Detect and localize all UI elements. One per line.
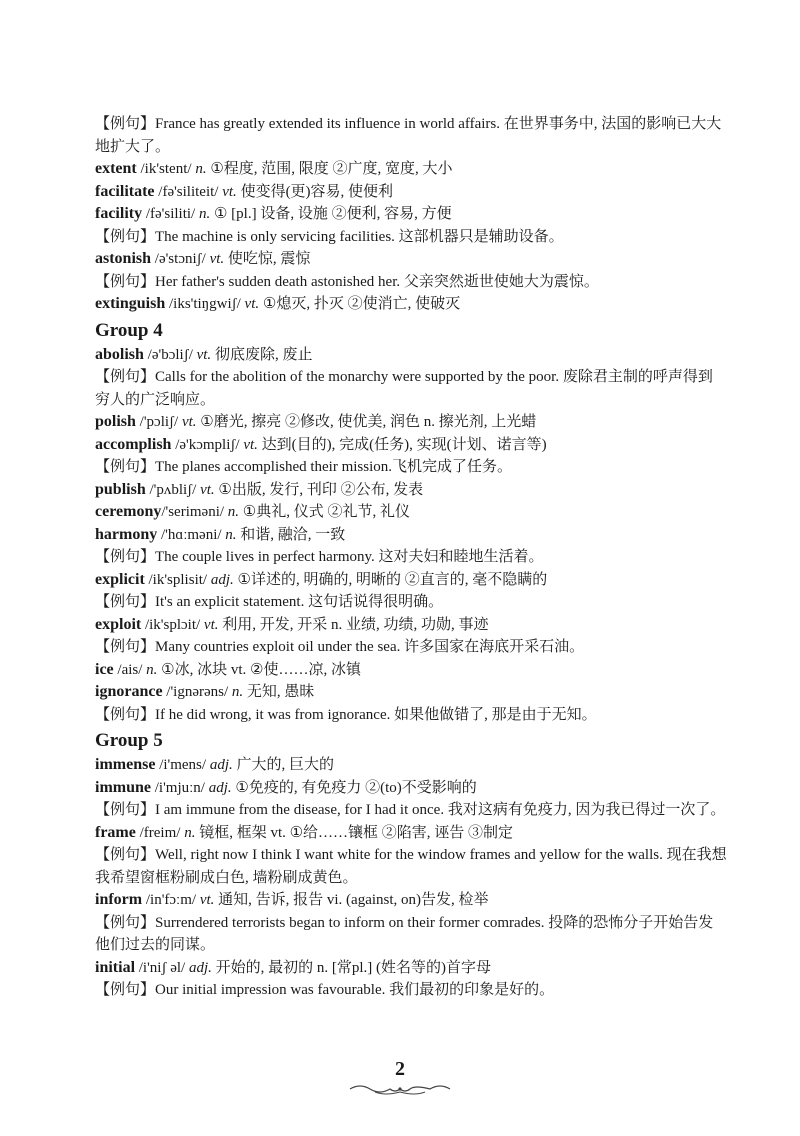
group-heading: Group 4: [95, 319, 163, 341]
entry-phonetic: /ik'splɔit/: [141, 616, 204, 633]
entry-phonetic: /ə'bɔliʃ/: [143, 346, 197, 363]
entry-phonetic: /ə'kɔmpliʃ/: [171, 436, 244, 453]
vocab-entry: [95, 479, 727, 502]
vocab-entry: [95, 434, 727, 457]
entry-definition: 广大的, 巨大的: [232, 757, 334, 773]
example-sentence: 【例句】France has greatly extended its influence in world affairs. 在世界事务中, 法国的影响已大大地扩大了。: [95, 116, 722, 155]
entry-part-of-speech: n.: [227, 504, 240, 520]
entry-phonetic: /in'fɔːm/: [142, 892, 200, 908]
vocab-entry: [95, 889, 727, 912]
vocab-entry: [95, 501, 727, 524]
entry-part-of-speech: adj.: [208, 779, 232, 796]
example-sentence: 【例句】Her father's sudden death astonished her. 父亲突然逝世使她大为震惊。: [95, 273, 599, 290]
vocab-entry: [95, 344, 727, 367]
entry-word: inform: [95, 891, 143, 908]
vocab-entry: [95, 158, 727, 181]
entry-word: frame: [95, 823, 136, 841]
entry-definition: 镜框, 框架 vt. ①给……镶框 ②陷害, 诬告 ③制定: [195, 824, 514, 841]
entry-word: facility: [95, 205, 143, 222]
dictionary-page: [95, 113, 727, 1002]
entry-definition: 彻底废除, 废止: [211, 346, 313, 363]
entry-definition: ①详述的, 明确的, 明晰的 ②直言的, 毫不隐瞒的: [233, 571, 548, 588]
entry-phonetic: /i'mjuːn/: [151, 779, 209, 796]
vocab-entry: [95, 957, 727, 980]
vocab-entry: [95, 293, 727, 316]
vocab-entry: [95, 569, 727, 592]
entry-definition: ①典礼, 仪式 ②礼节, 礼仪: [239, 504, 410, 520]
entry-phonetic: /i'niʃ əl/: [135, 959, 189, 976]
entry-word: abolish: [95, 345, 144, 363]
entry-part-of-speech: vt.: [244, 296, 260, 312]
vocab-entry: [95, 681, 727, 704]
entry-definition: ① [pl.] 设备, 设施 ②便利, 容易, 方便: [210, 206, 452, 222]
entry-part-of-speech: vt.: [181, 414, 197, 430]
entry-word: exploit: [95, 615, 142, 633]
entry-part-of-speech: n.: [195, 161, 207, 177]
entry-phonetic: /'ignərəns/: [162, 684, 232, 700]
entry-definition: 使变得(更)容易, 使便利: [236, 183, 394, 200]
entry-phonetic: /ə'stɔniʃ/: [151, 251, 210, 267]
entry-phonetic: /'hɑːməni/: [157, 526, 226, 543]
vocab-entry: [95, 248, 727, 271]
vocab-entry: [95, 181, 727, 204]
entry-definition: 和谐, 融洽, 一致: [236, 526, 346, 543]
example-sentence: 【例句】Many countries exploit oil under the sea. 许多国家在海底开采石油。: [95, 639, 585, 655]
entry-word: initial: [95, 958, 136, 976]
example-sentence: 【例句】If he did wrong, it was from ignorance. 如果他做错了, 那是由于无知。: [95, 706, 597, 723]
example-sentence: 【例句】Our initial impression was favourable. 我们最初的印象是好的。: [95, 982, 555, 998]
entry-part-of-speech: vt.: [243, 436, 258, 453]
ornament-icon: [345, 1081, 455, 1097]
example-sentence: 【例句】Well, right now I think I want white for the window frames and yellow for the walls. 现在我想我希望窗框粉刷成白色, 墙粉刷成黄色。: [95, 847, 727, 886]
example-sentence: 【例句】Surrendered terrorists began to inform on their former comrades. 投降的恐怖分子开始告发他们过去的同谋。: [95, 914, 714, 953]
entry-phonetic: /freim/: [135, 824, 185, 841]
entry-definition: 开始的, 最初的 n. [常pl.] (姓名等的)首字母: [211, 959, 492, 976]
example-sentence: 【例句】The couple lives in perfect harmony. 这对夫妇和睦地生活着。: [95, 549, 544, 565]
entry-part-of-speech: adj.: [209, 757, 233, 773]
entry-word: explicit: [95, 570, 145, 588]
vocab-entry: [95, 411, 727, 434]
entry-word: ice: [95, 660, 114, 678]
entry-phonetic: /'pɔliʃ/: [135, 414, 182, 430]
vocab-entry: [95, 524, 727, 547]
entry-word: astonish: [95, 250, 152, 267]
entry-definition: 达到(目的), 完成(任务), 实现(计划、诺言等): [257, 436, 547, 453]
entry-definition: ①免疫的, 有免疫力 ②(to)不受影响的: [231, 779, 477, 796]
entry-word: immune: [95, 778, 151, 796]
entry-word: facilitate: [95, 182, 155, 200]
group-heading: Group 5: [95, 730, 163, 751]
entry-phonetic: /ais/: [113, 661, 147, 678]
entry-part-of-speech: vt.: [222, 183, 237, 200]
entry-phonetic: /i'mens/: [155, 757, 210, 773]
entry-definition: ①程度, 范围, 限度 ②广度, 宽度, 大小: [206, 161, 453, 177]
entry-part-of-speech: vt.: [203, 616, 219, 633]
vocab-entry: [95, 614, 727, 637]
entry-word: extinguish: [95, 295, 166, 312]
entry-definition: ①出版, 发行, 刊印 ②公布, 发表: [214, 481, 424, 498]
vocab-entry: [95, 777, 727, 800]
vocab-entry: [95, 822, 727, 845]
entry-phonetic: /ik'splisit/: [144, 571, 211, 588]
vocab-entry: [95, 203, 727, 226]
entry-definition: ①熄灭, 扑灭 ②使消亡, 使破灭: [259, 296, 461, 312]
entry-part-of-speech: vt.: [199, 892, 215, 908]
example-sentence: 【例句】It's an explicit statement. 这句话说得很明确。: [95, 594, 444, 610]
entry-definition: 利用, 开发, 开采 n. 业绩, 功绩, 功勋, 事迹: [218, 616, 489, 633]
entry-phonetic: /fə'siliteit/: [154, 183, 223, 200]
entry-phonetic: /'seriməni/: [161, 504, 228, 520]
entry-part-of-speech: vt.: [200, 481, 215, 498]
entry-part-of-speech: adj.: [210, 571, 234, 588]
entry-definition: ①冰, 冰块 vt. ②使……凉, 冰镇: [157, 661, 361, 678]
example-sentence: 【例句】The machine is only servicing facilities. 这部机器只是辅助设备。: [95, 228, 564, 245]
entry-definition: ①磨光, 擦亮 ②修改, 使优美, 润色 n. 擦光剂, 上光蜡: [196, 414, 537, 430]
page-footer: [0, 1058, 800, 1097]
entry-part-of-speech: n.: [146, 661, 158, 678]
entry-part-of-speech: n.: [184, 824, 196, 841]
entry-word: accomplish: [95, 435, 172, 453]
entry-part-of-speech: vt.: [209, 251, 225, 267]
vocab-entry: [95, 659, 727, 682]
page-number: 2: [395, 1058, 405, 1080]
entry-word: ignorance: [95, 683, 163, 700]
entry-definition: 无知, 愚昧: [243, 684, 315, 700]
entry-word: immense: [95, 756, 156, 773]
entry-word: extent: [95, 160, 137, 177]
entry-word: publish: [95, 480, 146, 498]
entry-phonetic: /iks'tiŋgwiʃ/: [165, 296, 245, 312]
entry-part-of-speech: n.: [231, 684, 244, 700]
entry-part-of-speech: n.: [198, 206, 211, 222]
entry-phonetic: /'pʌbliʃ/: [145, 481, 201, 498]
example-sentence: 【例句】Calls for the abolition of the monarchy were supported by the poor. 废除君主制的呼声得到穷人的广泛响应。: [95, 369, 713, 408]
example-sentence: 【例句】I am immune from the disease, for I had it once. 我对这病有免疫力, 因为我已得过一次了。: [95, 802, 726, 818]
entry-phonetic: /ik'stent/: [136, 161, 196, 177]
entry-phonetic: /fə'siliti/: [142, 206, 199, 222]
entry-word: polish: [95, 413, 136, 430]
entry-part-of-speech: adj.: [188, 959, 212, 976]
entry-word: harmony: [95, 525, 158, 543]
vocab-entry: [95, 754, 727, 777]
example-sentence: 【例句】The planes accomplished their mission.飞机完成了任务。: [95, 459, 513, 475]
entry-definition: 使吃惊, 震惊: [224, 251, 311, 267]
entry-part-of-speech: n.: [225, 526, 237, 543]
entry-word: ceremony: [95, 503, 162, 520]
entry-definition: 通知, 告诉, 报告 vi. (against, on)告发, 检举: [214, 892, 489, 908]
entry-part-of-speech: vt.: [196, 346, 212, 363]
